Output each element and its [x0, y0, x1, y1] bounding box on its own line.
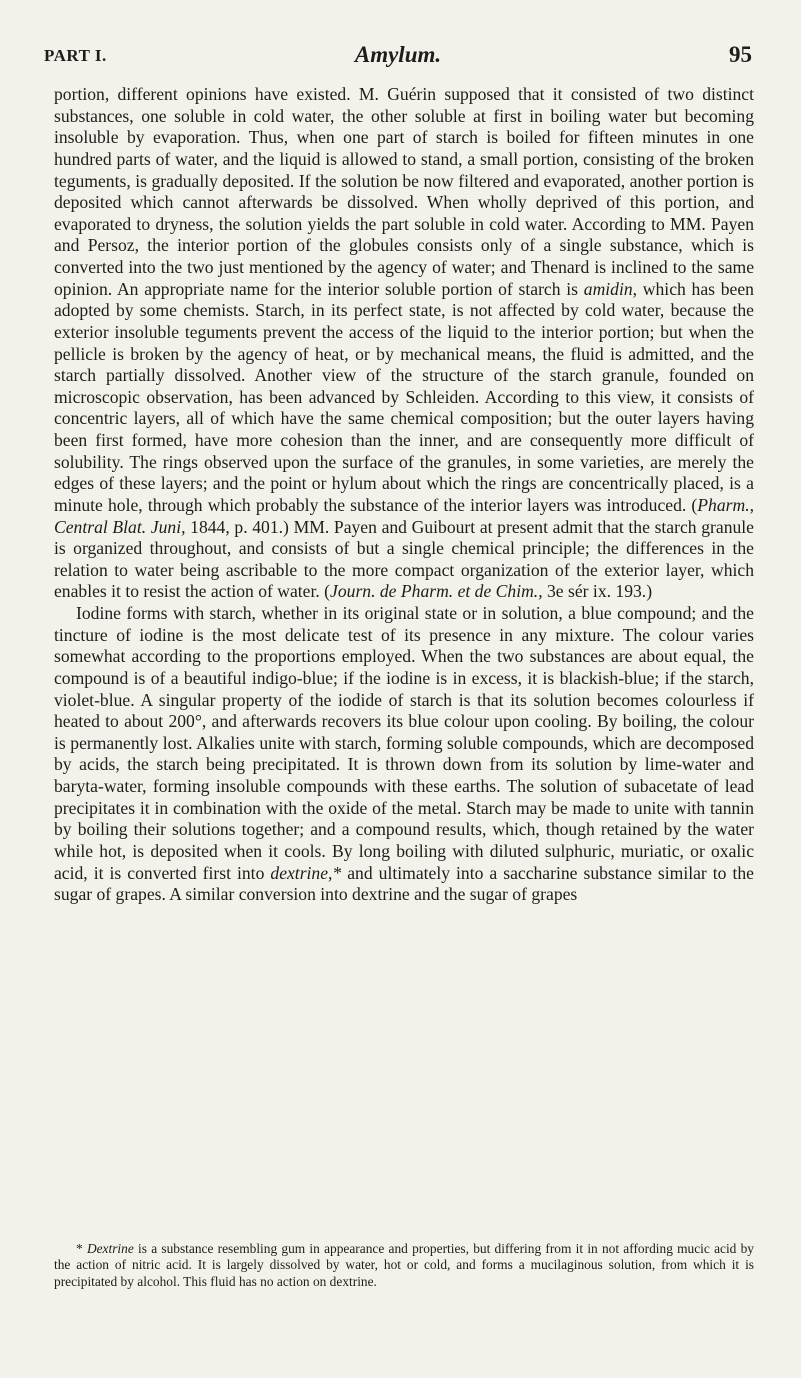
part-label: PART I. [44, 46, 107, 65]
footnote-text: is a substance resembling gum in appearance and properties, but differing from it in not affording mucic acid by the action of nitric acid. It is largely dissolved by water, hot or cold, and forms a mucilaginous solution, from which it is precipitated by alcohol. This fluid has no action on dextrine. [54, 1241, 754, 1289]
paragraph-2: Iodine forms with starch, whether in its original state or in solution, a blue compound; and the tincture of iodine is the most delicate test of its presence in any mixture. The colour varies somewhat according to the proportions employed. When the two substances are about equal, the compound is of a beautiful indigo-blue; if the iodine is in excess, it is blackish-blue; if the starch, violet-blue. A singular property of the iodide of starch is that its solution becomes colourless if heated to about 200°, and afterwards recovers its blue colour upon cooling. By boiling, the colour is permanently lost. Alkalies unite with starch, forming soluble compounds, which are decomposed by acids, the starch being precipitated. It is thrown down from its solution by lime-water and baryta-water, forming insoluble compounds with these earths. The solution of subacetate of lead precipitates it in combination with the oxide of the metal. Starch may be made to unite with tannin by boiling their solutions together; and a compound results, which, though retained by the water while hot, is deposited when it cools. By long boiling with diluted sulphuric, muriatic, or oxalic acid, it is converted first into dextrine,* and ultimately into a saccharine substance similar to the sugar of grapes. A similar conversion into dextrine and the sugar of grapes [54, 603, 754, 905]
paragraph-1: portion, different opinions have existed. M. Guérin supposed that it consisted of two distinct substances, one soluble in cold water, the other soluble at first in boiling water but becoming insoluble by evaporation. Thus, when one part of starch is boiled for fifteen minutes in one hundred parts of water, and the liquid is allowed to stand, a small portion, consisting of the broken teguments, is gradually deposited. If the solution be now filtered and evaporated, another portion is deposited which cannot afterwards be dissolved. When wholly deprived of this portion, and evaporated to dryness, the solution yields the part soluble in cold water. According to MM. Payen and Persoz, the interior portion of the globules consists only of a single substance, which is converted into the two just mentioned by the agency of water; and Thenard is inclined to the same opinion. An appropriate name for the interior soluble portion of starch is amidin, which has been adopted by some chemists. Starch, in its perfect state, is not affected by cold water, because the exterior insoluble teguments prevent the access of the liquid to the interior portion; but when the pellicle is broken by the agency of heat, or by mechanical means, the fluid is admitted, and the starch partially dissolved. Another view of the structure of the starch granule, founded on microscopic observation, has been advanced by Schleiden. According to this view, it consists of concentric layers, all of which have the same chemical composition; but the outer layers having been first formed, have more cohesion than the inner, and are consequently more difficult of solubility. The rings observed upon the surface of the granules, in some varieties, are merely the edges of these layers; and the point or hylum about which the rings are concentrically placed, is a minute hole, through which probably the substance of the interior layers was introduced. (Pharm., Central Blat. Juni, 1844, p. 401.) MM. Payen and Guibourt at present admit that the starch granule is organized throughout, and consists of but a single chemical principle; the differences in the relation to water being ascribable to the more compact organization of the exterior layer, which enables it to resist the action of water. (Journ. de Pharm. et de Chim., 3e sér ix. 193.) [54, 84, 754, 602]
term-amidin: amidin [583, 278, 633, 299]
citation-pharm-central-blat: Pharm., Central Blat. Juni, [54, 494, 754, 537]
page-number: 95 [729, 42, 752, 67]
running-title: Amylum. [354, 42, 442, 67]
running-header [44, 44, 752, 72]
body-text [54, 84, 754, 906]
citation-journ-de-pharm: Journ. de Pharm. et de Chim., [330, 581, 543, 602]
footnote [54, 1241, 754, 1290]
footnote-marker: * [76, 1241, 87, 1256]
term-dextrine: dextrine,* [270, 862, 342, 883]
footnote-term: Dextrine [86, 1241, 134, 1256]
